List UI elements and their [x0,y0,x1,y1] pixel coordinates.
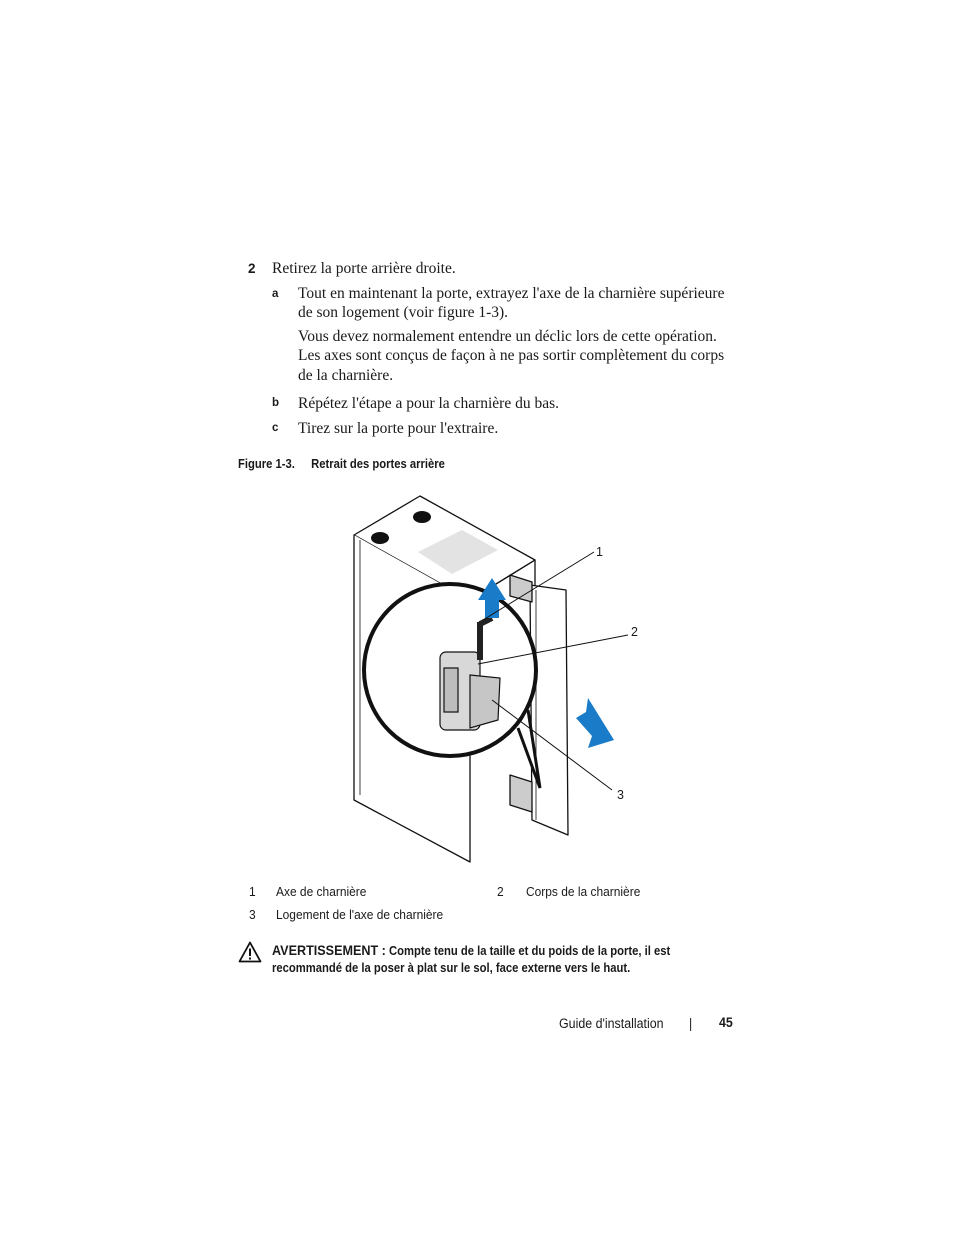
legend-num-1: 1 [249,884,256,899]
page-number: 45 [719,1015,733,1030]
warning-triangle-icon [238,941,262,963]
pull-arrow-icon [576,698,614,748]
figure-number: Figure 1-3. [238,457,295,471]
callout-3: 3 [617,788,624,802]
warning-label: AVERTISSEMENT : [272,942,386,958]
warning-block [272,942,740,977]
substep-label-c: c [272,422,279,434]
warning-line-1: Compte tenu de la taille et du poids de la porte, il est [389,944,671,958]
substep-c-text: Tirez sur la porte pour l'extraire. [298,420,499,437]
step-text: Retirez la porte arrière droite. [272,260,456,277]
callout-1: 1 [596,545,603,559]
legend-num-2: 2 [497,884,504,899]
rear-door-removal-illustration [340,490,640,870]
substep-b-text: Répétez l'étape a pour la charnière du bas. [298,395,559,412]
step-number: 2 [248,261,256,276]
legend-label-1: Axe de charnière [276,884,367,899]
figure-caption [238,457,445,471]
figure-title: Retrait des portes arrière [311,457,445,471]
substep-a-line-1: Tout en maintenant la porte, extrayez l'axe de la charnière supérieure [298,285,725,302]
substep-a-line-2: de son logement (voir figure 1-3). [298,304,509,321]
substep-label-a: a [272,288,279,300]
legend-num-3: 3 [249,907,256,922]
footer-title: Guide d'installation [559,1016,664,1031]
warning-line-2: recommandé de la poser à plat sur le sol, face externe vers le haut. [272,961,631,975]
legend-label-2: Corps de la charnière [526,884,641,899]
substep-a-note-line-2: Les axes sont conçus de façon à ne pas sortir complètement du corps [298,347,725,364]
substep-a-note-line-3: de la charnière. [298,367,394,384]
callout-2: 2 [631,625,638,639]
substep-a-note-line-1: Vous devez normalement entendre un déclic lors de cette opération. [298,328,717,345]
legend-label-3: Logement de l'axe de charnière [276,907,444,922]
footer-separator: | [689,1016,693,1031]
substep-label-b: b [272,397,280,409]
